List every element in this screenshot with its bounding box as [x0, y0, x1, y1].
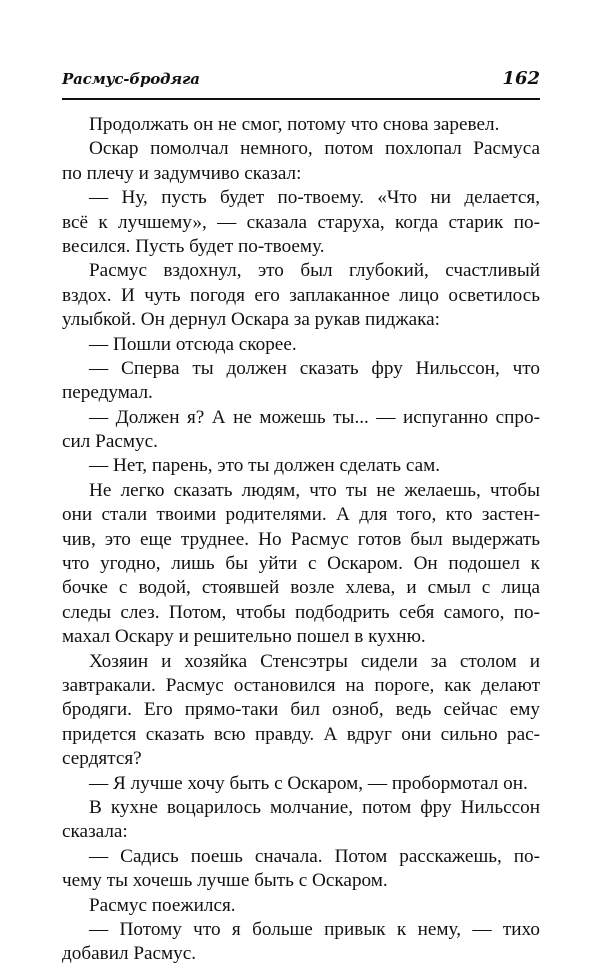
text-line: они стали твоими родителями. А для того, кто застен- [62, 504, 540, 526]
text-line: Продолжать он не смог, потому что снова заревел. [89, 114, 500, 135]
text-line: бочке с водой, стоявшей возле хлева, и смыл с лица [62, 577, 540, 599]
text-line: Хозяин и хозяйка Стенсэтры сидели за столом и [89, 650, 540, 672]
text-line: Расмус вздохнул, это был глубокий, счастливый [89, 260, 540, 282]
text-line: — Пошли отсюда скорее. [89, 333, 297, 355]
text-line: всё к лучшему», — сказала старуха, когда старик по- [62, 211, 540, 233]
text-line: сердятся? [62, 748, 142, 770]
text-line: вздох. И чуть погодя его заплаканное лицо осветилось [62, 284, 540, 306]
text-line: передумал. [62, 382, 153, 404]
page-number: 162 [502, 68, 540, 89]
text-line: Не легко сказать людям, что ты не желаешь, чтобы [89, 479, 540, 501]
text-line: — Нет, парень, это ты должен сделать сам. [89, 455, 441, 477]
text-line: — Садись поешь сначала. Потом расскажешь, по- [89, 845, 540, 867]
text-line: — Я лучше хочу быть с Оскаром, — пробормотал он. [89, 772, 528, 794]
text-line: по плечу и задумчиво сказал: [62, 162, 302, 184]
text-line: улыбкой. Он дернул Оскара за рукав пиджака: [62, 309, 440, 331]
text-line: — Ну, пусть будет по-твоему. «Что ни делается, [89, 187, 540, 209]
text-line: махал Оскару и решительно пошел в кухню. [62, 626, 426, 648]
text-line: весился. Пусть будет по-твоему. [62, 235, 325, 257]
text-line: завтракали. Расмус остановился на пороге, как делают [62, 674, 540, 696]
text-line: сил Расмус. [62, 431, 158, 453]
running-title: Расмус-бродяга [62, 70, 200, 88]
header-rule [62, 98, 540, 100]
text-line: добавил Расмус. [62, 943, 197, 965]
text-line: Оскар помолчал немного, потом похлопал Расмуса [89, 138, 540, 160]
text-line: — Потому что я больше привык к нему, — тихо [89, 918, 540, 940]
body-text [62, 113, 540, 967]
text-line: следы слез. Потом, чтобы подбодрить себя самого, по- [62, 601, 540, 623]
text-line: чему ты хочешь лучше быть с Оскаром. [62, 870, 388, 892]
text-line: Расмус поежился. [89, 894, 236, 916]
text-line: что угодно, лишь бы уйти с Оскаром. Он подошел к [62, 553, 540, 575]
text-line: В кухне воцарилось молчание, потом фру Нильссон [89, 796, 540, 818]
text-line: чив, это еще труднее. Но Расмус готов был выдержать [62, 528, 540, 550]
running-head [62, 68, 540, 96]
text-line: бродяги. Его прямо-таки бил озноб, ведь сейчас ему [62, 699, 540, 721]
text-line: — Сперва ты должен сказать фру Нильссон, что [89, 357, 540, 379]
text-line: сказала: [62, 821, 128, 843]
text-line: придется сказать всю правду. А вдруг они сильно рас- [62, 723, 540, 745]
text-line: — Должен я? А не можешь ты... — испуганно спро- [89, 406, 540, 428]
